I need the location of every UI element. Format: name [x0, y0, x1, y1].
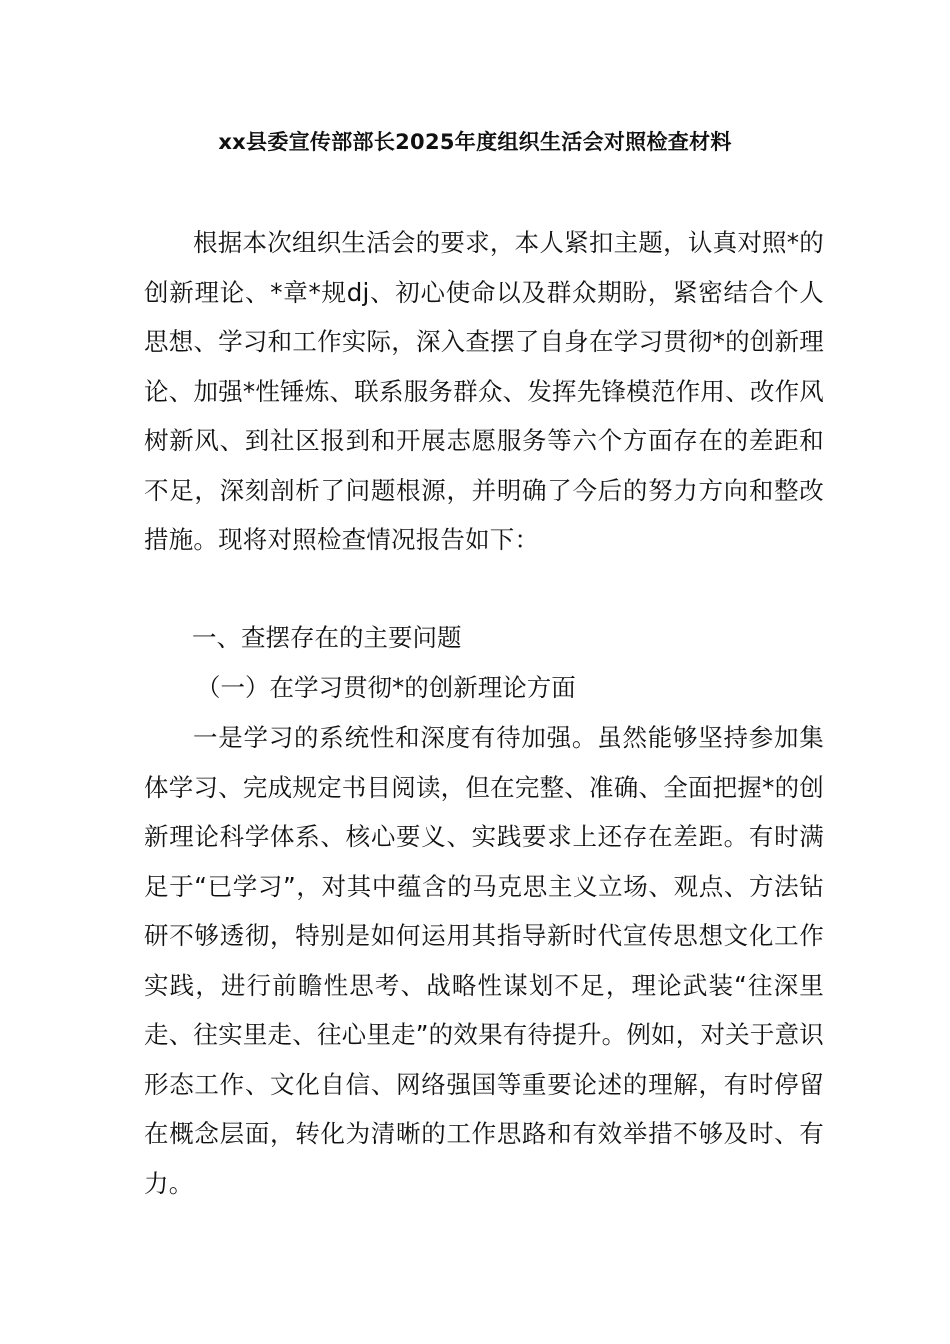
document-title: xx县委宣传部部长2025年度组织生活会对照检查材料 [218, 130, 732, 154]
subsection-heading: （一）在学习贯彻*的创新理论方面 [196, 673, 576, 702]
intro-paragraph: 根据本次组织生活会的要求，本人紧扣主题，认真对照*的创新理论、*章*规dj、初心使命以及群众期盼，紧密结合个人思想、学习和工作实际，深入查摆了自身在学习贯彻*的创新理论、加强*性锤炼、联系服务群众、发挥先锋模范作用、改作风树新风、到社区报到和开展志愿服务等六个方面存在的差距和不足，深刻剖析了问题根源，并明确了今后的努力方向和整改措施。现将对照检查情况报告如下： [144, 228, 824, 554]
body-paragraph: 一是学习的系统性和深度有待加强。虽然能够坚持参加集体学习、完成规定书目阅读，但在完整、准确、全面把握*的创新理论科学体系、核心要义、实践要求上还存在差距。有时满足于“已学习”，对其中蕴含的马克思主义立场、观点、方法钻研不够透彻，特别是如何运用其指导新时代宣传思想文化工作实践，进行前瞻性思考、战略性谋划不足，理论武装“往深里走、往实里走、往心里走”的效果有待提升。例如，对关于意识形态工作、文化自信、网络强国等重要论述的理解，有时停留在概念层面，转化为清晰的工作思路和有效举措不够及时、有力。 [144, 723, 824, 1198]
section-heading: 一、查摆存在的主要问题 [192, 623, 462, 652]
